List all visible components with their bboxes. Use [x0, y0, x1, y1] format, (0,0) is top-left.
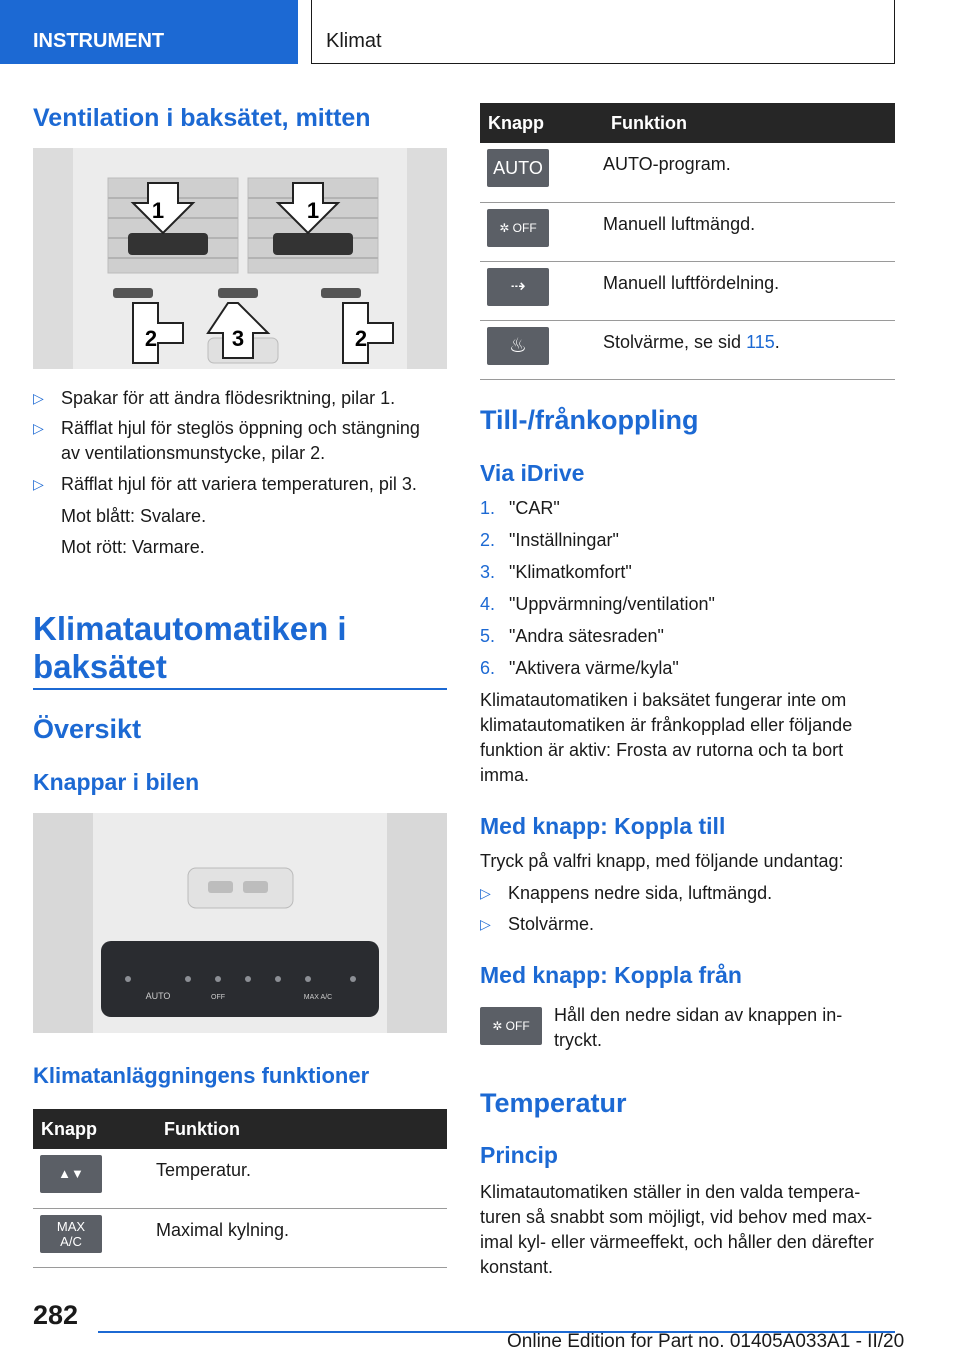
vent-label: 2	[354, 326, 368, 351]
vent-label: 1	[151, 198, 165, 223]
list-item: ▷ Stolvärme.	[480, 912, 895, 937]
edition-text: Online Edition for Part no. 01405A033A1 - II/20	[507, 1331, 905, 1352]
chapter-label: Klimat	[326, 30, 382, 52]
function-text: AUTO-program.	[603, 143, 895, 202]
column-header: Funktion	[603, 103, 895, 143]
heading-ventilation: Ventilation i baksätet, mitten	[33, 104, 371, 132]
on-text: Tryck på valfri knapp, med följande undantag:	[480, 851, 844, 871]
step-number: 2.	[480, 530, 496, 550]
updown-arrows-icon: ▲▼	[40, 1155, 102, 1193]
list-item: 6. "Aktivera värme/kyla"	[480, 656, 895, 681]
triangle-bullet-icon: ▷	[33, 390, 44, 406]
vent-label: 1	[306, 198, 320, 223]
list-item: 2. "Inställningar"	[480, 528, 895, 553]
page-number: 282	[33, 1300, 79, 1330]
chapter-tab	[311, 0, 895, 64]
fan-off-icon: ✲ OFF	[480, 1007, 542, 1045]
column-header: Funktion	[156, 1109, 447, 1149]
off-text: Håll den nedre sidan av knappen in- tryckt.	[554, 1005, 843, 1050]
vent-label: 2	[144, 326, 158, 351]
list-item: ▷ Knappens nedre sida, luftmängd.	[480, 881, 895, 906]
air-distribution-icon: ⇢	[487, 268, 549, 306]
panel-photo	[33, 813, 447, 1033]
paragraph-principle: Klimatautomatiken ställer in den valda tempera- turen så snabbt som möjligt, vid behov med max- imal kyl- eller värmeeffekt, och håller den därefter konstant.	[480, 1182, 874, 1277]
fan-off-icon: ✲ OFF	[487, 209, 549, 247]
heading-button-off: Med knapp: Koppla från	[480, 962, 742, 988]
note-warmer: Mot rött: Varmare.	[61, 537, 205, 557]
max-ac-icon: MAX A/C	[40, 1215, 102, 1253]
table-row	[480, 261, 895, 320]
list-item: 1. "CAR"	[480, 496, 895, 521]
step-number: 3.	[480, 562, 496, 582]
vent-photo	[33, 148, 447, 369]
list-item: ▷ Räfflat hjul för steglös öppning och stängning	[33, 416, 447, 441]
function-text: Manuell luftfördelning.	[603, 261, 895, 320]
table-row	[33, 1149, 447, 1208]
step-number: 4.	[480, 594, 496, 614]
step-number: 6.	[480, 658, 496, 678]
vent-label: 3	[231, 326, 245, 351]
function-text: Temperatur.	[156, 1149, 447, 1208]
divider	[33, 688, 447, 690]
function-text: Stolvärme, se sid 115.	[603, 320, 895, 379]
control-panel-illustration	[33, 813, 447, 1033]
vent-illustration	[33, 148, 447, 369]
table-row	[480, 320, 895, 379]
heading-overview: Översikt	[33, 714, 142, 744]
triangle-bullet-icon: ▷	[33, 476, 44, 492]
heading-button-on: Med knapp: Koppla till	[480, 813, 726, 839]
list-item: 4. "Uppvärmning/ventilation"	[480, 592, 895, 617]
step-number: 5.	[480, 626, 496, 646]
table-row	[480, 143, 895, 202]
paragraph-off-conditions: Klimatautomatiken i baksätet fungerar inte om klimatautomatiken är frånkopplad eller följande funktion är aktiv: Frosta av rutorna och ta bort imma.	[480, 690, 853, 785]
list-item: ▷ Spakar för att ändra flödesriktning, pilar 1.	[33, 386, 447, 411]
function-table-left	[33, 1109, 447, 1268]
function-text: Maximal kylning.	[156, 1208, 447, 1267]
heading-idrive: Via iDrive	[480, 460, 585, 486]
table-row	[33, 1208, 447, 1267]
triangle-bullet-icon: ▷	[480, 885, 491, 901]
triangle-bullet-icon: ▷	[480, 916, 491, 932]
function-text: Manuell luftmängd.	[603, 202, 895, 261]
heading-temperature: Temperatur	[480, 1088, 627, 1118]
table-row	[480, 202, 895, 261]
column-header: Knapp	[33, 1109, 156, 1149]
list-item: 3. "Klimatkomfort"	[480, 560, 895, 585]
heading-principle: Princip	[480, 1142, 558, 1168]
auto-icon: AUTO	[487, 149, 549, 187]
list-item: 5. "Andra sätesraden"	[480, 624, 895, 649]
triangle-bullet-icon: ▷	[33, 420, 44, 436]
heading-climate-rear: Klimatautomatiken i baksätet	[33, 610, 347, 685]
note-cooler: Mot blått: Svalare.	[61, 506, 207, 526]
panel-label: MAX A/C	[303, 994, 333, 1001]
heading-toggle: Till-/frånkoppling	[480, 405, 699, 435]
list-item-continuation: av ventilationsmunstycke, pilar 2.	[61, 443, 326, 463]
panel-label: OFF	[211, 994, 225, 1001]
page-link[interactable]: 115	[746, 331, 775, 352]
column-header: Knapp	[480, 103, 603, 143]
function-table-right	[480, 103, 895, 380]
seat-heating-icon: ♨	[487, 327, 549, 365]
heading-buttons: Knappar i bilen	[33, 769, 200, 795]
heading-functions: Klimatanläggningens funktioner	[33, 1063, 370, 1088]
list-item: ▷ Räfflat hjul för att variera temperaturen, pil 3.	[33, 472, 447, 497]
panel-label: AUTO	[145, 991, 171, 1001]
section-tab	[0, 0, 298, 64]
step-number: 1.	[480, 498, 496, 518]
section-label: INSTRUMENT	[33, 30, 165, 52]
